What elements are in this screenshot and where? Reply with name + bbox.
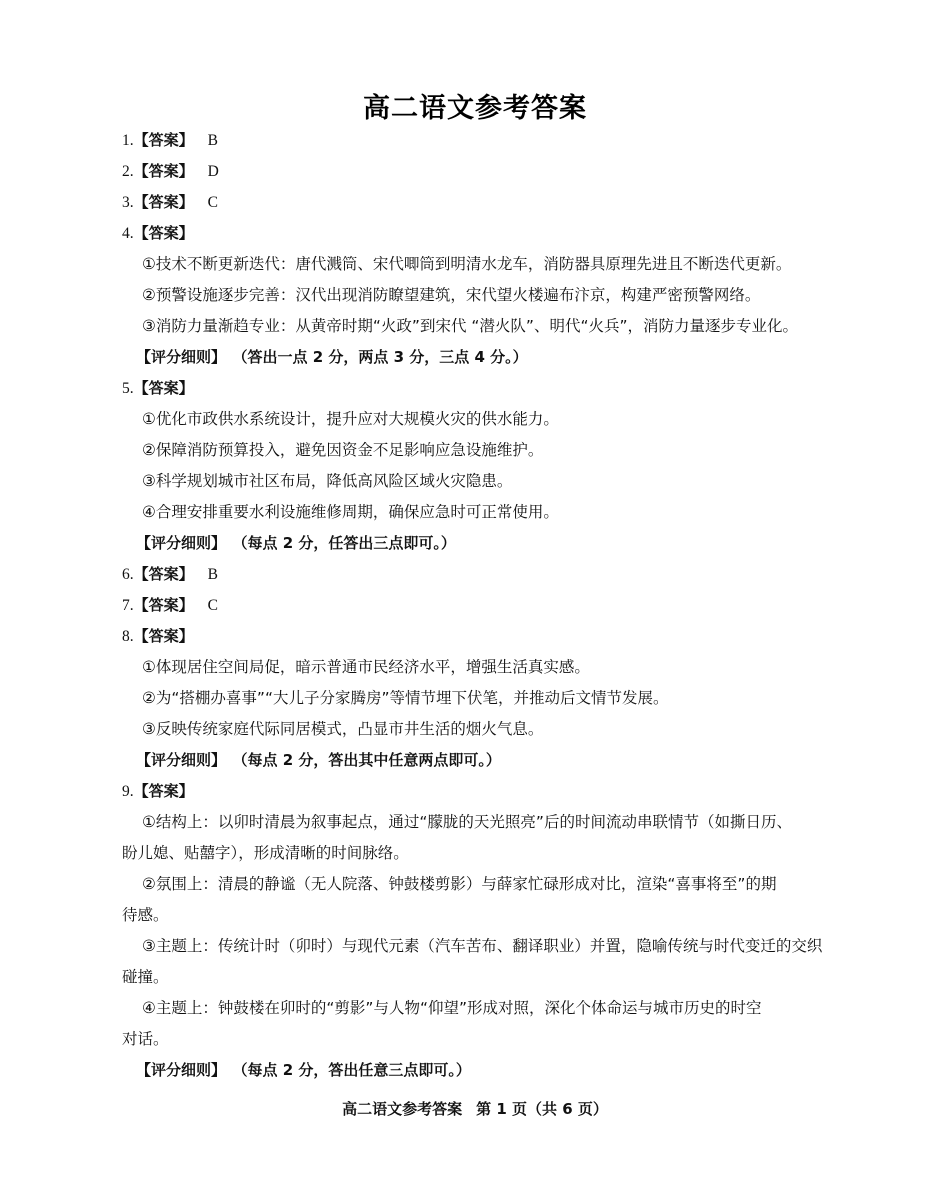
question-9 <box>122 776 832 807</box>
grading-rule <box>122 342 832 373</box>
answer-point: ③科学规划城市社区布局，降低高风险区域火灾隐患。 <box>142 472 513 490</box>
answer-tag: 【答案】 <box>133 596 194 614</box>
answer-point: ④合理安排重要水利设施维修周期，确保应急时可正常使用。 <box>142 503 559 521</box>
answer-point-line: ②氛围上：清晨的静谧（无人院落、钟鼓楼剪影）与薛家忙碌形成对比，渲染“喜事将至”的期 <box>142 875 777 893</box>
answer-list <box>122 125 832 1086</box>
answer-tag: 【答案】 <box>133 224 194 242</box>
grading-note: （答出一点 2 分，两点 3 分，三点 4 分。） <box>240 348 528 366</box>
question-7 <box>122 590 832 621</box>
question-4 <box>122 218 832 249</box>
grading-note: （每点 2 分，答出其中任意两点即可。） <box>240 751 501 769</box>
grading-rule <box>122 745 832 776</box>
answer-point: ③消防力量渐趋专业：从黄帝时期“火政”到宋代 “潜火队”、明代“火兵”，消防力量逐步专业化。 <box>142 317 799 335</box>
question-number: 4. <box>122 225 134 242</box>
question-6 <box>122 559 832 590</box>
grading-note: （每点 2 分，答出任意三点即可。） <box>240 1061 471 1079</box>
answer-point-line: ①结构上：以卯时清晨为叙事起点，通过“朦胧的天光照亮”后的时间流动串联情节（如撕日历、 <box>142 813 792 831</box>
grading-note: （每点 2 分，任答出三点即可。） <box>240 534 456 552</box>
answer-choice: B <box>207 132 218 149</box>
answer-point: ②保障消防预算投入，避免因资金不足影响应急设施维护。 <box>142 441 544 459</box>
question-number: 7. <box>122 597 134 614</box>
question-number: 6. <box>122 566 134 583</box>
answer-point-continuation: 碰撞。 <box>122 968 169 986</box>
question-8 <box>122 621 832 652</box>
answer-point: ①技术不断更新迭代：唐代溅筒、宋代唧筒到明清水龙车，消防器具原理先进且不断迭代更新。 <box>142 255 792 273</box>
question-number: 3. <box>122 194 134 211</box>
grading-tag: 【评分细则】 <box>136 751 227 769</box>
answer-tag: 【答案】 <box>133 193 194 211</box>
answer-point: ①优化市政供水系统设计，提升应对大规模火灾的供水能力。 <box>142 410 559 428</box>
page-title: 高二语文参考答案 <box>363 93 587 124</box>
answer-point: ②预警设施逐步完善：汉代出现消防瞭望建筑，宋代望火楼遍布汴京，构建严密预警网络。 <box>142 286 761 304</box>
footer-title: 高二语文参考答案 <box>342 1100 463 1118</box>
question-number: 9. <box>122 783 134 800</box>
answer-point-line: ④主题上：钟鼓楼在卯时的“剪影”与人物“仰望”形成对照，深化个体命运与城市历史的时空 <box>142 999 762 1017</box>
grading-rule <box>122 1055 832 1086</box>
question-number: 5. <box>122 380 134 397</box>
answer-tag: 【答案】 <box>133 131 194 149</box>
question-5 <box>122 373 832 404</box>
answer-tag: 【答案】 <box>133 782 194 800</box>
answer-choice: C <box>207 597 218 614</box>
grading-tag: 【评分细则】 <box>136 1061 227 1079</box>
answer-tag: 【答案】 <box>133 565 194 583</box>
answer-point-continuation: 待感。 <box>122 906 169 924</box>
answer-point: ②为“搭棚办喜事”“大儿子分家腾房”等情节埋下伏笔，并推动后文情节发展。 <box>142 689 669 707</box>
answer-tag: 【答案】 <box>133 162 194 180</box>
grading-tag: 【评分细则】 <box>136 348 227 366</box>
answer-tag: 【答案】 <box>133 379 194 397</box>
answer-choice: D <box>207 163 219 180</box>
page-footer <box>0 1098 950 1119</box>
answer-choice: B <box>207 566 218 583</box>
page-number: 第 1 页（共 6 页） <box>476 1100 608 1118</box>
answer-point-continuation: 对话。 <box>122 1030 169 1048</box>
question-number: 8. <box>122 628 134 645</box>
question-3 <box>122 187 832 218</box>
grading-rule <box>122 528 832 559</box>
question-number: 1. <box>122 132 134 149</box>
answer-choice: C <box>207 194 218 211</box>
answer-point: ③反映传统家庭代际同居模式，凸显市井生活的烟火气息。 <box>142 720 544 738</box>
question-2 <box>122 156 832 187</box>
grading-tag: 【评分细则】 <box>136 534 227 552</box>
answer-point-line: ③主题上：传统计时（卯时）与现代元素（汽车苦布、翻译职业）并置，隐喻传统与时代变迁的交织 <box>142 937 823 955</box>
question-1 <box>122 125 832 156</box>
answer-tag: 【答案】 <box>133 627 194 645</box>
question-number: 2. <box>122 163 134 180</box>
answer-point-continuation: 盼儿媳、贴囍字），形成清晰的时间脉络。 <box>122 844 409 862</box>
answer-point: ①体现居住空间局促，暗示普通市民经济水平，增强生活真实感。 <box>142 658 590 676</box>
